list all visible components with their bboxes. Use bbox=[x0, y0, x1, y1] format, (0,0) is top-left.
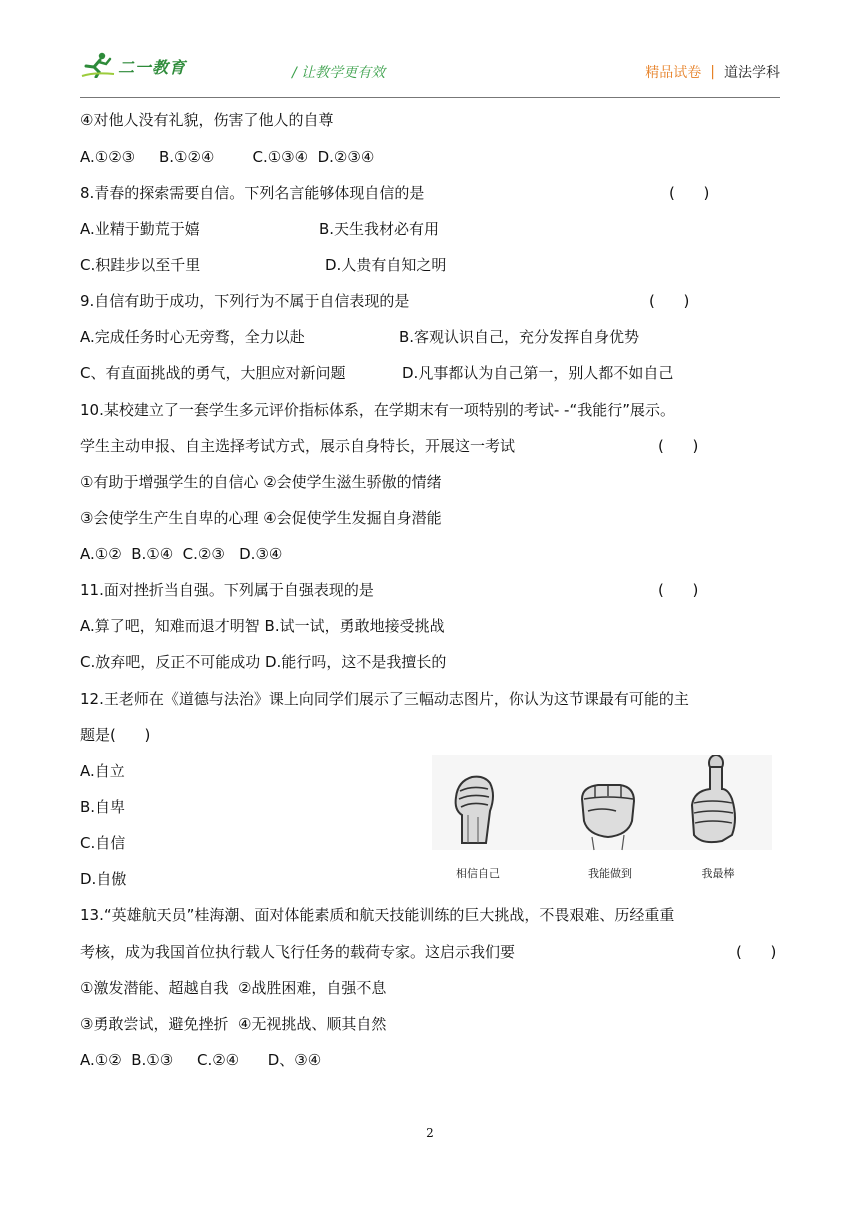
q9-option-d: D.凡事都认为自己第一，别人都不如自己 bbox=[402, 364, 674, 382]
q11-options-cd: C.放弃吧，反正不可能成功 D.能行吗，这不是我擅长的 bbox=[80, 653, 447, 671]
q12-option-c: C.自信 bbox=[80, 834, 126, 852]
q13-answers: A.①② B.①③ C.②④ D、③④ bbox=[80, 1051, 322, 1069]
q12-stem-1: 12.王老师在《道德与法治》课上向同学们展示了三幅动志图片，你认为这节课最有可能的主 bbox=[80, 690, 689, 708]
page-number: 2 bbox=[426, 1126, 434, 1140]
q7-option-4: ④对他人没有礼貌，伤害了他人的自尊 bbox=[80, 111, 334, 129]
q11-answer-blank: ( ) bbox=[658, 581, 699, 599]
q8-option-d: D.人贵有自知之明 bbox=[325, 256, 447, 274]
q10-stem-2: 学生主动申报、自主选择考试方式，展示自身特长，开展这一考试 bbox=[80, 437, 516, 455]
q13-answer-blank: ( ) bbox=[736, 943, 777, 961]
q8-option-c: C.积跬步以至千里 bbox=[80, 256, 201, 274]
q12-option-b: B.自卑 bbox=[80, 798, 126, 816]
header-tag: 精品试卷 bbox=[645, 65, 702, 81]
q9-option-a: A.完成任务时心无旁骛，全力以赴 bbox=[80, 328, 305, 346]
slogan: / 让教学更有效 bbox=[292, 65, 386, 81]
logo bbox=[80, 52, 186, 78]
caption-i-can-do-it: 我能做到 bbox=[588, 867, 632, 880]
q13-options-1: ①激发潜能、超越自我 ②战胜困难，自强不息 bbox=[80, 979, 387, 997]
q13-options-2: ③勇敢尝试，避免挫折 ④无视挑战、顺其自然 bbox=[80, 1015, 387, 1033]
q11-stem: 11.面对挫折当自强。下列属于自强表现的是 bbox=[80, 581, 374, 599]
q11-options-ab: A.算了吧，知难而退才明智 B.试一试，勇敢地接受挑战 bbox=[80, 617, 445, 635]
q9-option-c: C、有直面挑战的勇气，大胆应对新问题 bbox=[80, 364, 346, 382]
q8-option-b: B.天生我材必有用 bbox=[319, 220, 440, 238]
runner-logo-icon bbox=[80, 52, 116, 78]
q8-answer-blank: ( ) bbox=[669, 184, 710, 202]
q12-stem-2: 题是( ) bbox=[80, 726, 151, 744]
header-separator: | bbox=[710, 64, 715, 80]
header-right bbox=[645, 62, 780, 82]
q12-option-d: D.自傲 bbox=[80, 870, 127, 888]
header-subject: 道法学科 bbox=[724, 65, 780, 81]
q10-options-2: ③会使学生产生自卑的心理 ④会促使学生发掘自身潜能 bbox=[80, 509, 442, 527]
caption-believe-yourself: 相信自己 bbox=[456, 867, 500, 880]
q9-option-b: B.客观认识自己，充分发挥自身优势 bbox=[399, 328, 640, 346]
q8-option-a: A.业精于勤荒于嬉 bbox=[80, 220, 200, 238]
q12-option-a: A.自立 bbox=[80, 762, 125, 780]
logo-text: 二一教育 bbox=[118, 58, 187, 77]
raised-fist-icon bbox=[456, 777, 493, 843]
caption-i-am-the-best: 我最棒 bbox=[701, 867, 735, 880]
gesture-figure bbox=[432, 755, 772, 885]
q9-answer-blank: ( ) bbox=[649, 292, 690, 310]
q10-options-1: ①有助于增强学生的自信心 ②会使学生滋生骄傲的情绪 bbox=[80, 473, 442, 491]
q9-stem: 9.自信有助于成功，下列行为不属于自信表现的是 bbox=[80, 292, 410, 310]
q13-stem-2: 考核，成为我国首位执行载人飞行任务的载荷专家。这启示我们要 bbox=[80, 943, 516, 961]
header-divider bbox=[80, 97, 780, 98]
q10-stem-1: 10.某校建立了一套学生多元评价指标体系，在学期末有一项特别的考试- -“我能行”展示。 bbox=[80, 401, 675, 419]
q10-answers: A.①② B.①④ C.②③ D.③④ bbox=[80, 545, 283, 563]
q10-answer-blank: ( ) bbox=[658, 437, 699, 455]
q7-answers: A.①②③ B.①②④ C.①③④ D.②③④ bbox=[80, 148, 375, 166]
page-header bbox=[80, 48, 780, 98]
q13-stem-1: 13.“英雄航天员”桂海潮、面对体能素质和航天技能训练的巨大挑战，不畏艰难、历经重重 bbox=[80, 906, 675, 924]
q8-stem: 8.青春的探索需要自信。下列名言能够体现自信的是 bbox=[80, 184, 425, 202]
